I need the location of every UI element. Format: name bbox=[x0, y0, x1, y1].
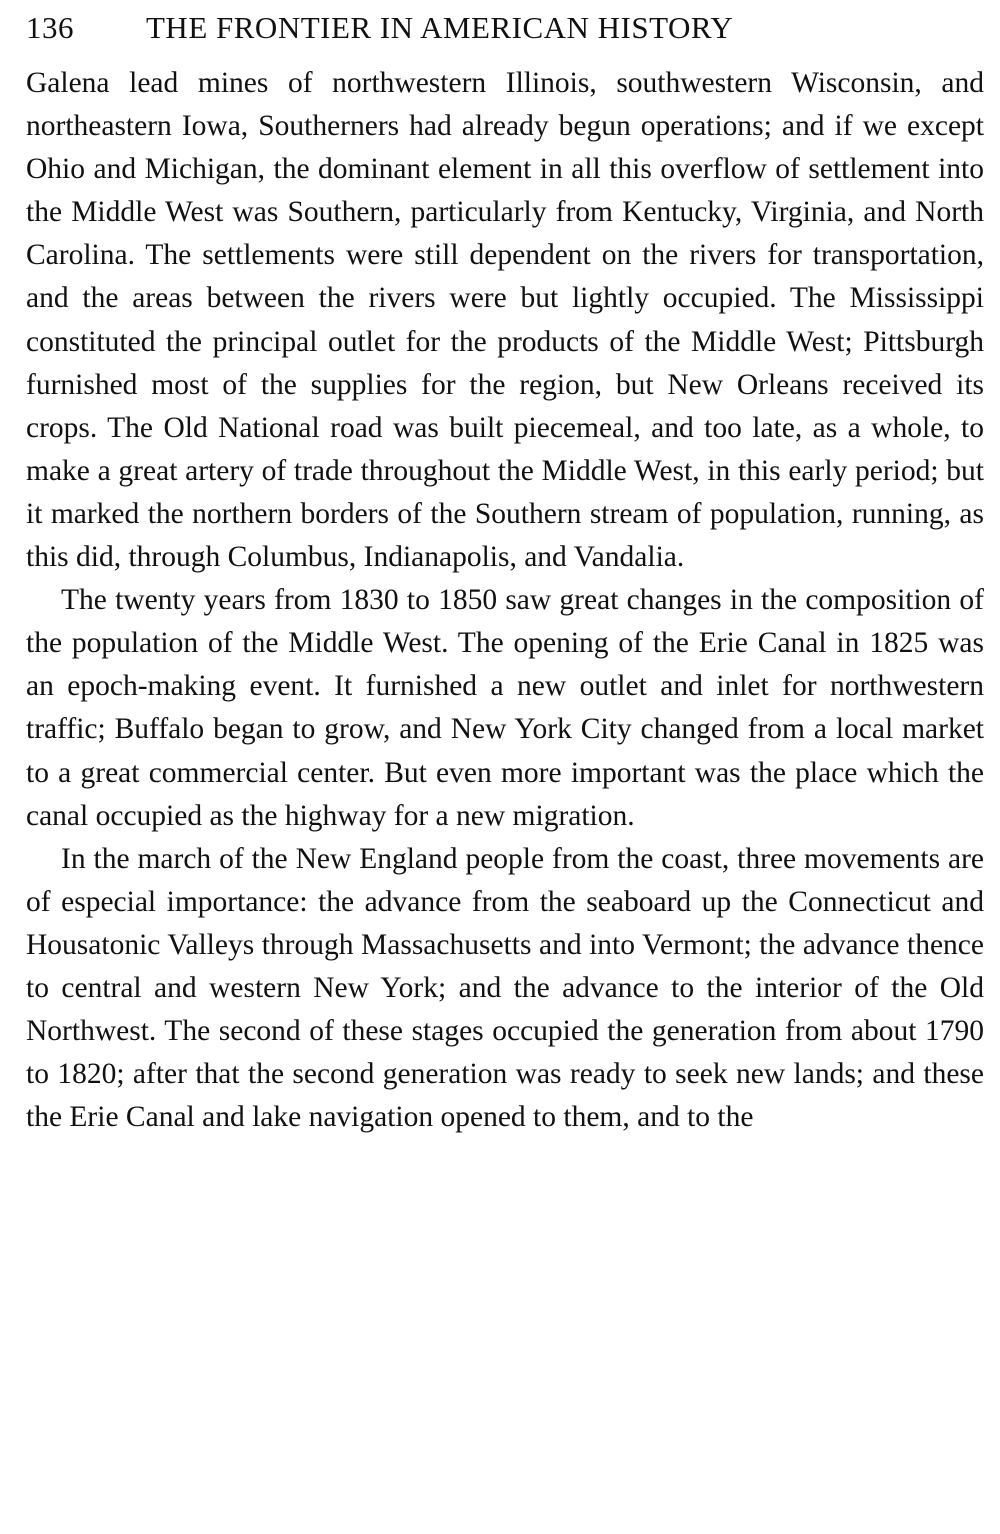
body-text bbox=[26, 62, 984, 1139]
running-head bbox=[26, 10, 984, 54]
running-title: THE FRONTIER IN AMERICAN HISTORY bbox=[146, 10, 734, 45]
paragraph-1: Galena lead mines of northwestern Illinois, southwestern Wisconsin, and northeastern Iowa, Southerners had already begun operations; and if we except Ohio and Michigan, the dominant element in all this overflow of settlement into the Middle West was Southern, particularly from Kentucky, Virginia, and North Carolina. The settlements were still dependent on the rivers for transportation, and the areas between the rivers were but lightly occupied. The Mississippi constituted the principal outlet for the products of the Middle West; Pittsburgh furnished most of the supplies for the region, but New Orleans received its crops. The Old National road was built piecemeal, and too late, as a whole, to make a great artery of trade throughout the Middle West, in this early period; but it marked the northern borders of the Southern stream of population, running, as this did, through Columbus, Indianapolis, and Vandalia. bbox=[26, 67, 984, 574]
paragraph-3: In the march of the New England people from the coast, three movements are of especial importance: the advance from the seaboard up the Connecticut and Housatonic Valleys through Massachusetts and into Vermont; the advance thence to central and western New York; and the advance to the interior of the Old Northwest. The second of these stages occupied the generation from about 1790 to 1820; after that the second generation was ready to seek new lands; and these the Erie Canal and lake navigation opened to them, and to the bbox=[26, 842, 984, 1134]
paragraph-2: The twenty years from 1830 to 1850 saw great changes in the composition of the population of the Middle West. The opening of the Erie Canal in 1825 was an epoch-making event. It furnished a new outlet and inlet for northwestern traffic; Buffalo began to grow, and New York City changed from a local market to a great commercial center. But even more important was the place which the canal occupied as the highway for a new migration. bbox=[26, 584, 984, 832]
page-number: 136 bbox=[26, 10, 74, 45]
